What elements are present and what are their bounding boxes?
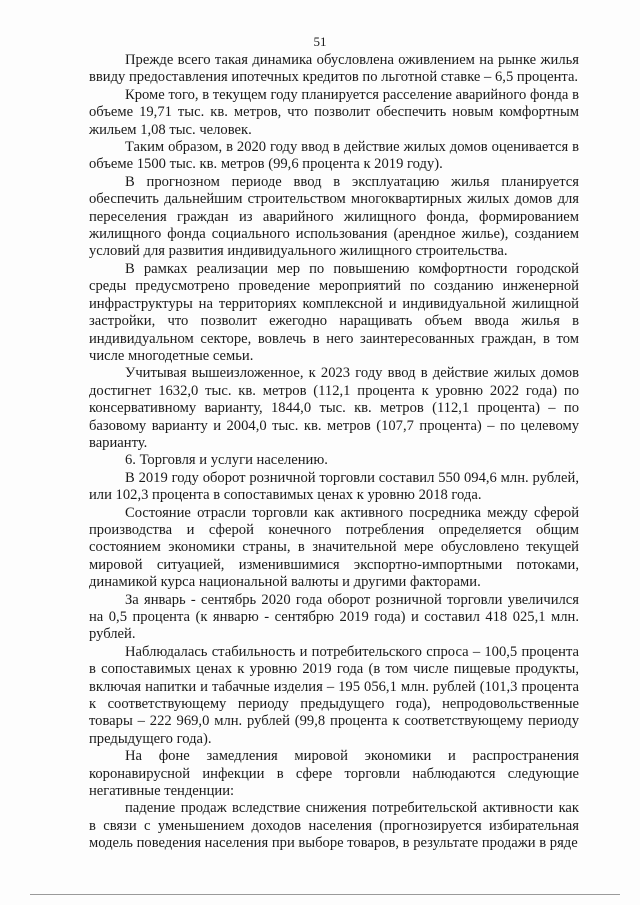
paragraph-forecast-period: В прогнозном периоде ввод в эксплуатацию жилья планируется обеспечить дальнейшим строительством многоквартирных жилых домов для переселения граждан из аварийного жилищного фонда, формированием жилищного фонда социального использования (арендное жилье), созданием условий для развития индивидуального жилищного строительства. bbox=[89, 173, 579, 260]
paragraph-retail-jan-sep: За январь - сентябрь 2020 года оборот розничной торговли увеличился на 0,5 процента (к январю - сентябрю 2019 года) и составил 418 025,1 млн. рублей. bbox=[89, 591, 579, 643]
page-number: 51 bbox=[313, 34, 327, 49]
paragraph-consumer-demand: Наблюдалась стабильность и потребительского спроса – 100,5 процента в сопоставимых ценах к уровню 2019 года (в том числе пищевые продукты, включая напитки и табачные изделия – 195 056,1 млн. рублей (101,3 процента к соответствующему периоду предыдущего года), непродовольственные товары – 222 969,0 млн. рублей (99,8 процента к соответствующему периоду предыдущего года). bbox=[89, 643, 579, 747]
paragraph-2023-scenarios: Учитывая вышеизложенное, к 2023 году ввод в действие жилых домов достигнет 1632,0 тыс. кв. метров (112,1 процента к уровню 2022 года) по консервативному варианту, 1844,0 тыс. кв. метров (112,1 процента) – по базовому варианту и 2004,0 тыс. кв. метров (107,7 процента) – по целевому варианту. bbox=[89, 365, 579, 451]
paragraph-negative-trends: На фоне замедления мировой экономики и распространения коронавирусной инфекции в сфере торговли наблюдаются следующие негативные тенденции: bbox=[89, 748, 579, 800]
paragraph-urban-comfort: В рамках реализации мер по повышению комфортности городской среды предусмотрено проведение мероприятий по созданию инженерной инфраструктуры на территориях комплексной и индивидуальной жилищной застройки, что позволит ежегодно наращивать объем ввода жилья в индивидуальном секторе, вовлечь в него заинтересованных граждан, в том числе многодетные семьи. bbox=[89, 260, 579, 364]
paragraph-trade-state: Состояние отрасли торговли как активного посредника между сферой производства и сферой конечного потребления определяется общим состоянием экономики страны, в значительной мере обусловлено текущей мировой ситуацией, изменившимися экспортно-импортными потоками, динамикой курса национальной валюты и другими факторами. bbox=[89, 504, 579, 591]
paragraph-resettlement: Кроме того, в текущем году планируется расселение аварийного фонда в объеме 19,71 тыс. кв. метров, что позволит обеспечить новым комфортным жильем 1,08 тыс. человек. bbox=[89, 86, 579, 138]
paragraph-2020-estimate: Таким образом, в 2020 году ввод в действие жилых домов оценивается в объеме 1500 тыс. кв. метров (99,6 процента к 2019 году). bbox=[89, 139, 579, 173]
section-heading-trade: 6. Торговля и услуги населению. bbox=[125, 452, 328, 469]
document-body bbox=[89, 52, 579, 853]
bottom-divider bbox=[30, 894, 620, 895]
paragraph-mortgage: Прежде всего такая динамика обусловлена оживлением на рынке жилья ввиду предоставления ипотечных кредитов по льготной ставке – 6,5 процента. bbox=[89, 52, 579, 86]
paragraph-retail-2019: В 2019 году оборот розничной торговли составил 550 094,6 млн. рублей, или 102,3 процента в сопоставимых ценах к уровню 2018 года. bbox=[89, 469, 579, 504]
paragraph-sales-decline: падение продаж вследствие снижения потребительской активности как в связи с уменьшением доходов населения (прогнозируется избирательная модель поведения населения при выборе товаров, в результате продажи в ряде bbox=[89, 800, 579, 852]
